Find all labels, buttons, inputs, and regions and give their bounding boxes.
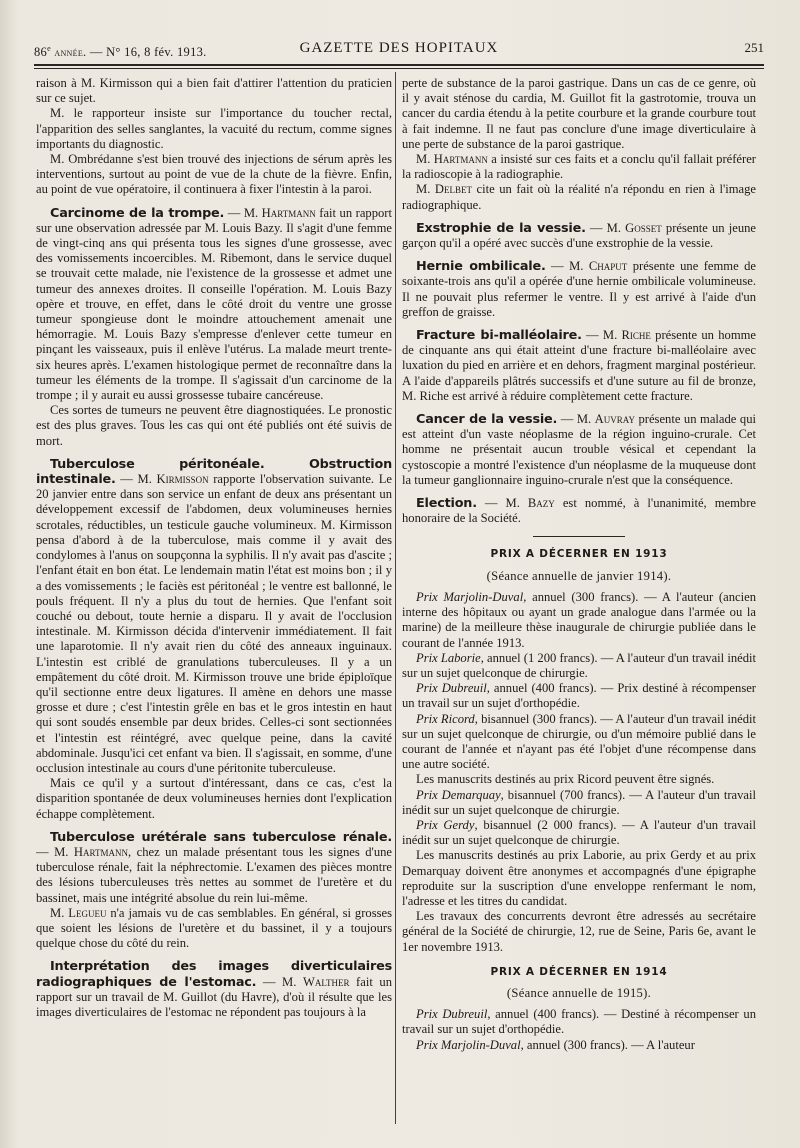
journal-title: GAZETTE DES HOPITAUX (299, 40, 499, 56)
prize-text: , bisannuel (2 000 francs). — A l'auteur d'un travail inédit sur un sujet quelconque de chirurgie. (402, 817, 756, 848)
section-fracture-bi-malleolaire (402, 328, 756, 404)
author-name: Kirmisson (156, 472, 209, 487)
prize-entry (402, 590, 756, 651)
section-text: fait un rapport sur une observation adressée par M. Louis Bazy. Il s'agit d'une femme de vingt-cinq ans qui présenta tous les signes d'une grossesse, avec des vomissements incoercibles. M. Ribemont, dans le service duquel se trouvait cette malade, nie l'existence de la grossesse et admet une tumeur des annexes droites. Il conseille l'opération. M. Louis Bazy opère et trouve, en effet, dans le côté droit du ventre une grosse tumeur spongieuse dont le moindre attouchement amenait une hémorragie. M. Louis Bazy s'empresse d'enlever cette tumeur en pinçant les vaisseaux, puis il enlève l'utérus. La malade meurt trente-six heures après. L'examen histologique permet de reconnaître dans la tumeur les éléments de la trompe. Il s'agissait d'un carcinome de la trompe ; il y aurait eu aussi grossesse tubaire cancéreuse. (36, 205, 393, 403)
paragraph: M. le rapporteur insiste sur l'importance du toucher rectal, l'apparition des selles sanglantes, la vacuité du rectum, comme signes importants du diagnostic. (36, 106, 392, 151)
prize-entry (402, 712, 756, 773)
author-name: Hartmann (261, 205, 316, 220)
prize-name: Prix Demarquay (416, 787, 501, 802)
paragraph (402, 182, 756, 212)
section-text: présente un jeune garçon qu'il a opéré avec succès d'une exstrophie de la vessie. (402, 220, 756, 251)
section-heading: Tuberculose urétérale sans tuberculose rénale. (50, 829, 392, 845)
section-heading: Exstrophie de la vessie. (416, 220, 586, 236)
section-text: est nommé, à l'unanimité, membre honoraire de la Société. (402, 496, 756, 526)
prize-text: , annuel (400 francs). — Destiné à récompenser un travail sur un sujet d'orthopédie. (402, 1007, 756, 1037)
paragraph: Ces sortes de tumeurs ne peuvent être diagnostiquées. Le pronostic est des plus graves. Tous les cas qui ont été publiés ont été suivis de mort. (36, 403, 392, 448)
prize-name: Prix Dubreuil (416, 1007, 488, 1022)
paragraph-text: cite un fait où la réalité n'a répondu en rien à l'image radiographique. (402, 182, 756, 212)
volume-suffix: e (47, 44, 51, 53)
prize-entry (402, 818, 756, 848)
prize-name: Prix Gerdy (416, 817, 475, 832)
dash: — M. (256, 974, 303, 989)
paragraph: Les manuscrits destinés au prix Laborie, au prix Gerdy et au prix Demarquay doivent être anonymes et accompagnés d'une épigraphe reproduite sur la suscription d'une enveloppe renfermant le nom, l'adresse et les titres du candidat. (402, 848, 756, 908)
author-name: Gosset (625, 220, 662, 235)
paragraph: raison à M. Kirmisson qui a bien fait d'attirer l'attention du praticien sur ce sujet. (36, 76, 392, 106)
column-divider (395, 72, 396, 1124)
paragraph: Les travaux des concurrents devront être adressés au secrétaire général de la Société de chirurgie, 12, rue de Seine, Paris 6e, avant le 1er novembre 1913. (402, 909, 756, 954)
section-tuberculose-ureterale (36, 830, 392, 906)
prize-name: Prix Laborie (416, 650, 481, 665)
paragraph-text: a insisté sur ces faits et a conclu qu'il fallait préférer la radioscopie à la radiographie. (402, 152, 756, 182)
dash: — M. (581, 328, 622, 343)
running-head (34, 38, 764, 62)
prize-name: Prix Marjolin-Duval (416, 1037, 521, 1052)
prize-entry (402, 1007, 756, 1037)
paragraph: Les manuscrits destinés au prix Ricord peuvent être signés. (416, 772, 715, 787)
paragraph: Mais ce qu'il y a surtout d'intéressant, dans ce cas, c'est la disparition spontanée de deux volumineuses hernies dont l'explication échappe complètement. (36, 776, 392, 821)
prize-entry (402, 788, 756, 818)
section-hernie-ombilicale (402, 259, 756, 320)
header-rule-thin (34, 68, 764, 69)
author-name: Walther (302, 974, 350, 989)
section-tuberculose-peritoneale (36, 457, 392, 776)
section-text: fait un rapport sur un travail de M. Guillot (du Havre), d'où il résulte que les images diverticulaires de l'estomac ne répondent pas toujours à la (36, 974, 392, 1019)
dash: — M. (545, 259, 589, 274)
prize-text: , annuel (1 200 francs). — A l'auteur d'un travail inédit sur un sujet quelconque de chirurgie. (402, 650, 757, 680)
volume-number: 86 (34, 45, 48, 60)
section-heading: Interprétation des images diverticulaires radiographiques de l'estomac. (36, 959, 392, 990)
author-name: Riche (621, 328, 651, 343)
section-heading: Carcinome de la trompe. (50, 205, 225, 221)
prize-text: , annuel (300 francs). — A l'auteur (ancien interne des hôpitaux ou ayant un grade analogue dans l'armée ou la marine) de la meilleure thèse inaugurale de chirurgie publiée dans le courant de l'année 1913. (402, 589, 756, 650)
prize-name: Prix Ricord (416, 711, 475, 726)
dash: — M. (476, 496, 528, 511)
dash: — M. (36, 844, 74, 859)
prize-text: , annuel (300 francs). — A l'auteur (520, 1037, 695, 1052)
dash: — M. (557, 412, 595, 427)
author-name: Hartmann (73, 844, 128, 859)
prix-1914-subtitle: (Séance annuelle de 1915). (506, 985, 652, 1000)
prize-entry (402, 651, 756, 681)
prize-text: , bisannuel (300 francs). — A l'auteur d'un travail inédit sur un sujet quelconque de chirurgie, ou d'un mémoire publié dans le courant de l'année et n'ayant pas été l'objet d'une récompense dans une autre société. (402, 711, 757, 772)
section-heading: Cancer de la vessie. (416, 412, 558, 428)
prize-text: , annuel (400 francs). — Prix destiné à récompenser un travail sur un sujet d'orthopédie. (402, 681, 756, 711)
section-text: présente un malade qui est atteint d'un vaste néoplasme de la région inguino-crurale. Cet homme ne présentait aucun trouble vésical et cependant la cystoscopie a montré l'existence d'un néoplasme de la muqueuse dont la tumeur ganglionnaire inguino-crurale n'est que la conséquence. (402, 412, 756, 487)
paragraph-text: n'a jamais vu de cas semblables. En général, si grosses que soient les lésions de l'uretère et du bassinet, il y a toujours quelque chose du côté du rein. (36, 905, 392, 951)
prize-name: Prix Marjolin-Duval (416, 589, 524, 604)
paragraph: M. Ombrédanne s'est bien trouvé des injections de sérum après les interventions, surtout au point de vue de la chute de la fièvre. Enfin, au point de vue opératoire, il continuera à fixer l'intestin à la paroi. (36, 152, 392, 197)
prize-text: , bisannuel (700 francs). — A l'auteur d'un travail inédit sur un sujet quelconque de chirurgie. (402, 787, 756, 817)
prize-entry (402, 1038, 756, 1053)
section-election (402, 496, 756, 526)
paragraph (402, 152, 756, 182)
prefix: M. (416, 152, 434, 167)
dash: — M. (224, 205, 262, 220)
prix-1913-subtitle: (Séance annuelle de janvier 1914). (486, 568, 672, 583)
author-name: Chaput (588, 259, 628, 274)
author-name: Hartmann (433, 152, 488, 167)
annee-label: année (54, 47, 84, 60)
issue-date: . — N° 16, 8 fév. 1913. (83, 45, 207, 60)
dash: — M. (115, 472, 157, 487)
separator-rule (533, 536, 625, 537)
prix-1913-title: PRIX A DÉCERNER EN 1913 (490, 548, 668, 561)
section-cancer-vessie (402, 412, 756, 488)
section-heading: Fracture bi-malléolaire. (416, 328, 582, 344)
section-text: présente un homme de cinquante ans qui était atteint d'une fracture bi-malléolaire avec luxation du pied en arrière et en dehors, fragment marginal postérieur. A l'aide d'appareils plâtrés successifs et d'une suture au fil de bronze, M. Riche est arrivé à réduire complètement cette fracture. (402, 328, 756, 403)
prefix: M. (50, 905, 69, 920)
author-name: Auvray (594, 412, 635, 427)
paragraph: perte de substance de la paroi gastrique. Dans un cas de ce genre, où il y avait sténose du cardia, M. Guillot fit la gastrotomie, trouva un cancer du cardia étendu à la petite courbure et la grande courbure tout à fait indemne. Il ne faut pas conclure d'une image diverticulaire à une perte de substance de la paroi gastrique. (402, 76, 756, 151)
section-text: présente une femme de soixante-trois ans qu'il a opérée d'une hernie ombilicale volumineuse. Il ne pouvait plus refermer le ventre. Il y est arrivé à l'aide d'un greffon de graisse. (402, 259, 757, 319)
section-text: , chez un malade présentant tous les signes d'une tuberculose rénale, fait la néphrectomie. L'examen des pièces montre des lésions tuberculeuses très nettes au sommet de l'uretère et du bassinet, mais une intégrité absolue du rein lui-même. (36, 844, 392, 905)
section-heading: Election. (416, 496, 477, 512)
section-carcinome-trompe (36, 206, 392, 404)
section-exstrophie-vessie (402, 221, 756, 251)
page-number: 251 (744, 40, 764, 55)
right-column (402, 76, 756, 1053)
prix-1914-title: PRIX A DÉCERNER EN 1914 (490, 965, 668, 978)
left-column (36, 76, 392, 1020)
author-name: Bazy (527, 496, 555, 511)
author-name: Legueu (68, 905, 107, 920)
prefix: M. (416, 182, 435, 197)
header-rule (34, 64, 764, 66)
section-text: rapporte l'observation suivante. Le 20 janvier entre dans son service un enfant de deux ans présentant un développement excessif de l'abdomen, deux volumineuses hernies scrotales, réductibles, un testicule gauche volumineux. M. Kirmisson pensa d'abord à de la tuberculose, mais comme il y avait des condylomes à l'anus on soupçonna la syphilis. Il n'y avait pas d'ascite ; l'enfant était en bon état. Le lendemain matin l'état est moins bon ; il y a des vomissements ; le faciès est péritonéal ; le ventre est ballonné, le pouls fréquent. Il n'y a plus du tout de hernies. Que l'enfant soit couché ou debout, toute hernie a disparu. Il y avait de l'occlusion intestinale. M. Kirmisson décida d'intervenir immédiatement. Il fait une laparotomie. Il n'y avait rien du côté des anneaux inguinaux. L'intestin est criblé de granulations tuberculeuses. Il y a un empâtement du côté droit. M. Kirmisson trouve une bride épiploïque qu'il sectionne entre deux ligatures. Il amène en dehors une masse grosse et dure ; c'est l'intestin grêle en bas et le gros intestin en haut qui sont soudés ensemble par deux brides. Celles-ci sont sectionnées et l'intestin est réintégré, avec quelque peine, dans la cavité abdominale. Jusqu'ici cet enfant va bien. Il s'agissait, en somme, d'une occlusion intestinale au cours d'une péritonite tuberculeuse. (36, 472, 392, 775)
paragraph (36, 906, 392, 952)
section-heading: Hernie ombilicale. (416, 259, 546, 275)
section-images-diverticulaires (36, 959, 392, 1020)
prize-name: Prix Dubreuil (416, 681, 487, 696)
prize-entry (402, 681, 756, 711)
author-name: Delbet (434, 182, 472, 197)
section-heading: Tuberculose péritonéale. Obstruction intestinale. (36, 456, 392, 488)
dash: — M. (585, 220, 626, 235)
